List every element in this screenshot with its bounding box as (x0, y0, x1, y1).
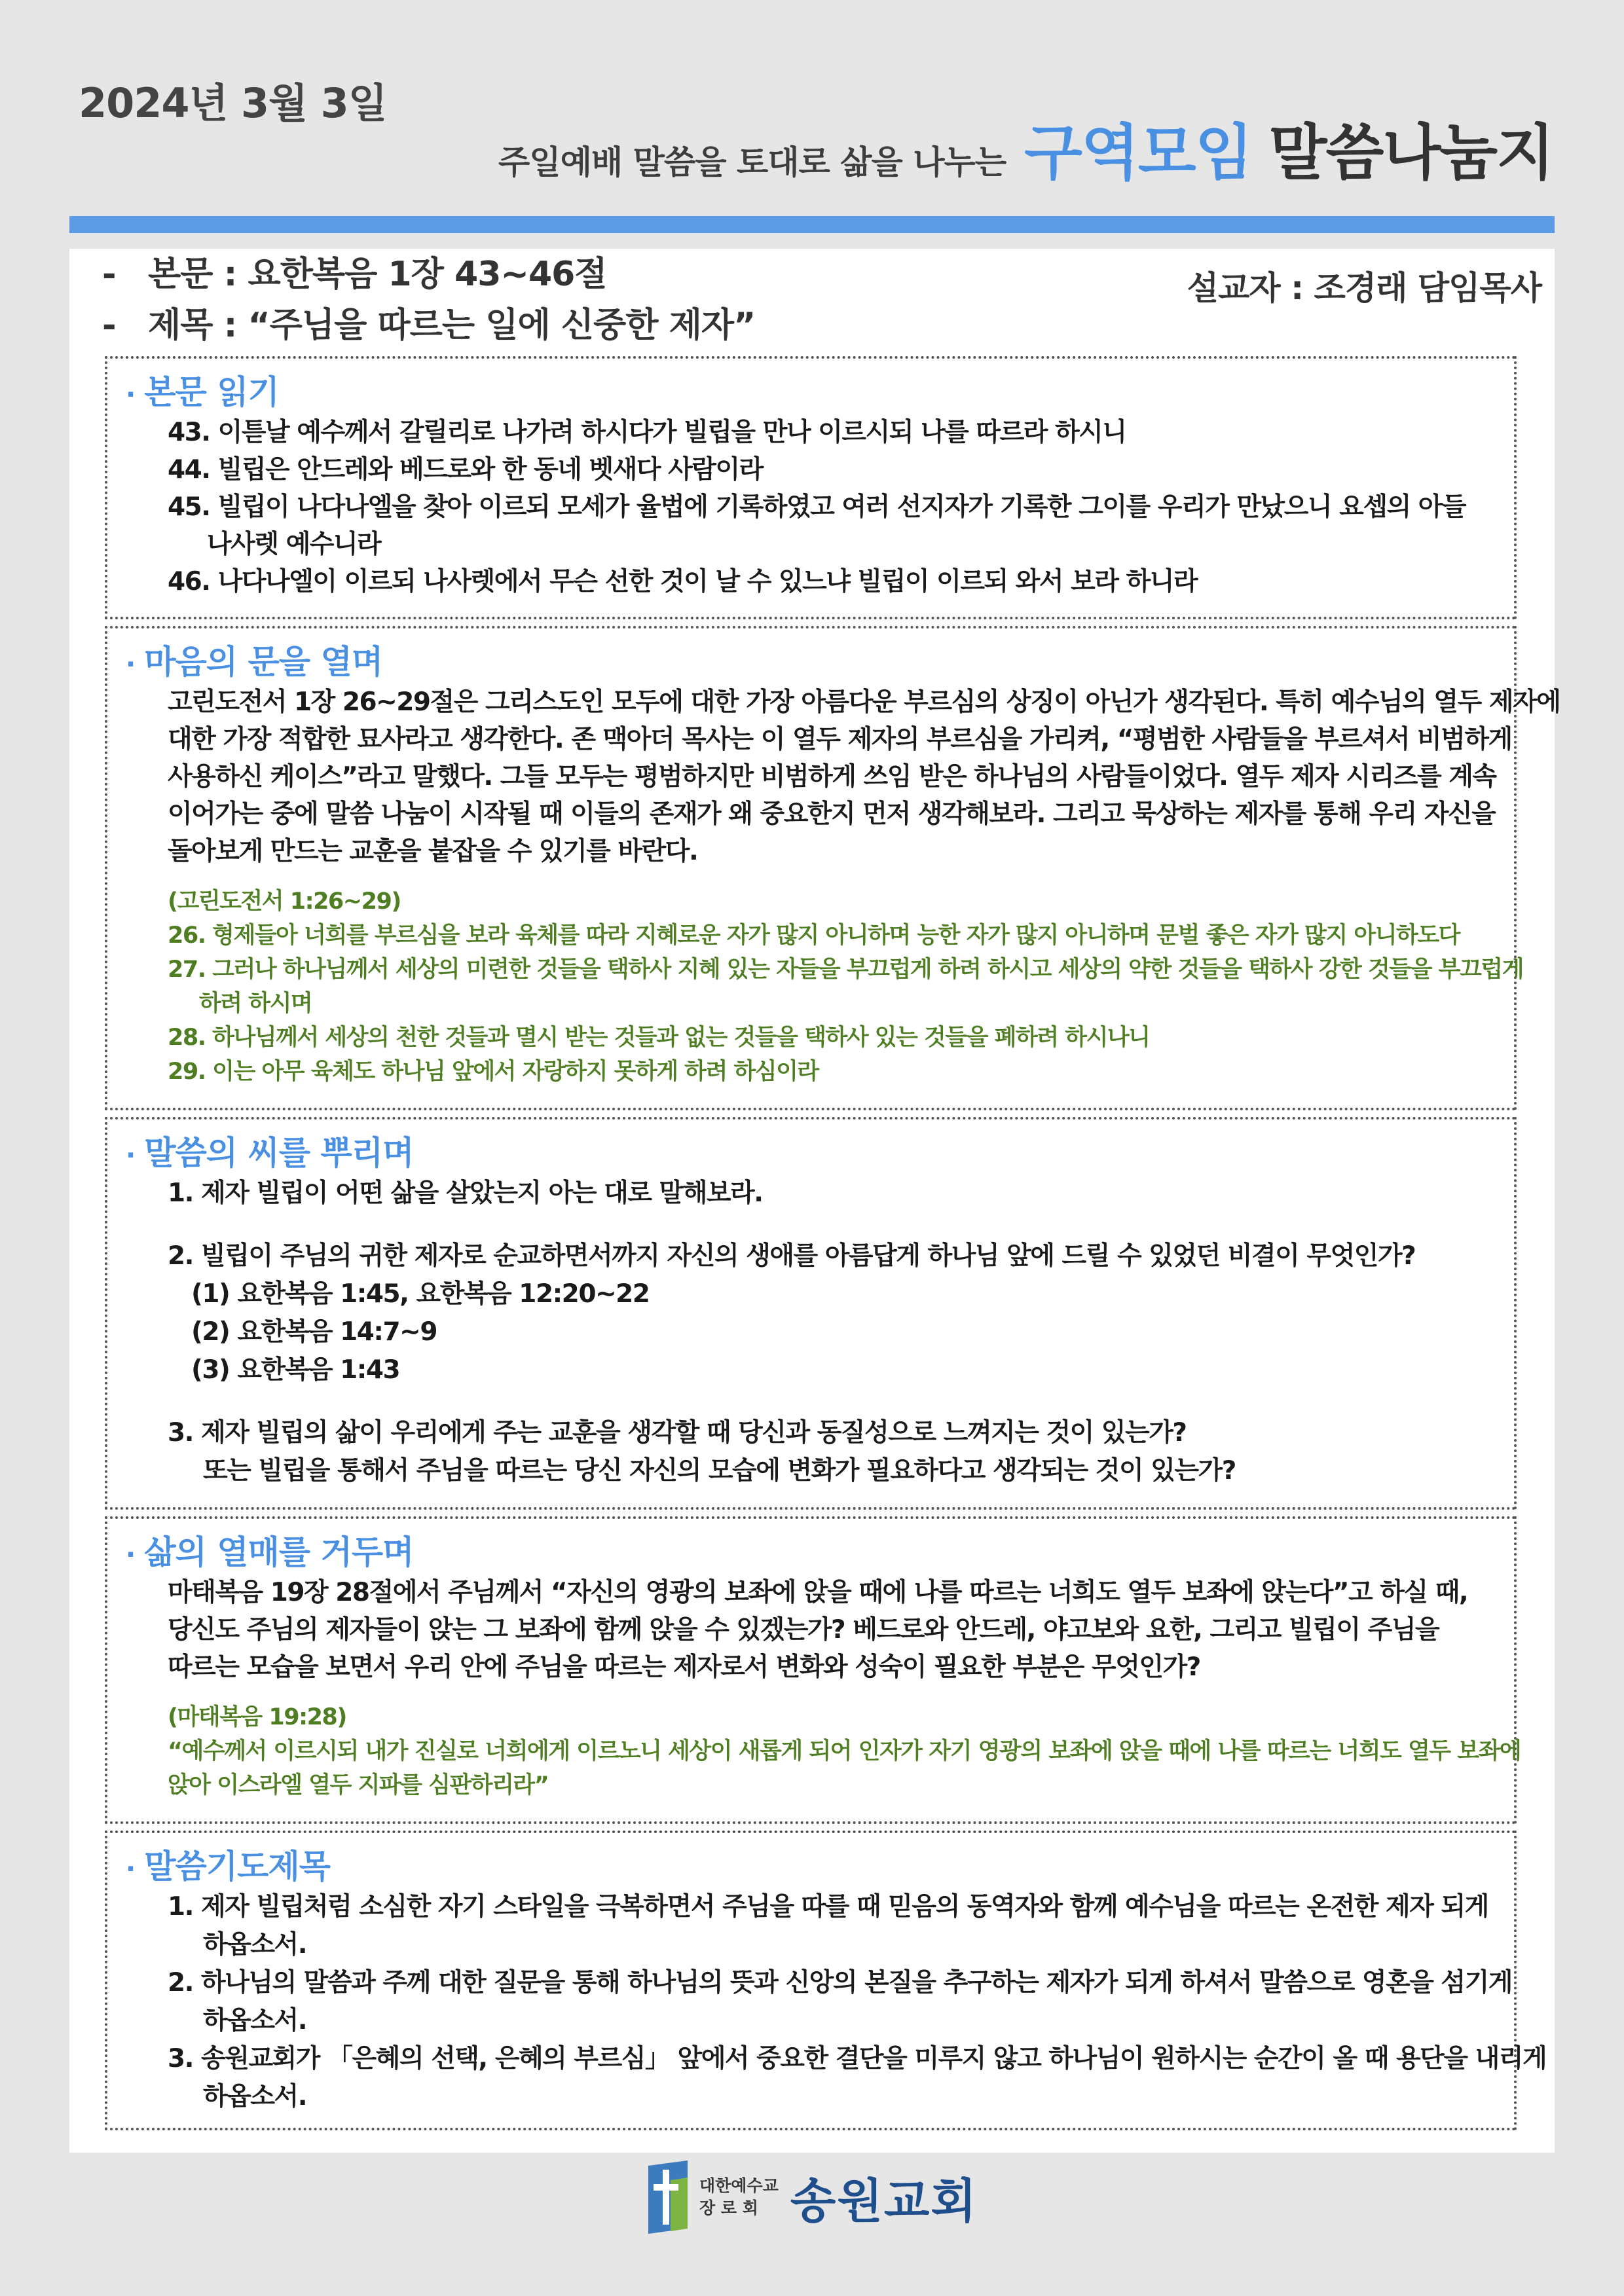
question-2-reference: (2) 요한복음 14:7~9 (191, 1317, 437, 1347)
paragraph-line: 돌아보게 만드는 교훈을 붙잡을 수 있기를 바란다. (168, 837, 698, 866)
header-title-dark: 말씀나눔지 (1268, 118, 1553, 188)
sermon-title-line (102, 300, 755, 351)
prayer-item: 1. 제자 빌립처럼 소심한 자기 스타일을 극복하면서 주님을 따를 때 믿음의 동역자와 함께 예수님을 따르는 온전한 제자 되게 (168, 1892, 1488, 1922)
section-title (126, 371, 1501, 414)
sermon-meta (102, 249, 755, 351)
section-title (126, 640, 1501, 683)
denomination-top: 대한예수교 (699, 2176, 779, 2195)
header-title-blue: 구역모임 (1024, 118, 1252, 188)
section-title (126, 1531, 1501, 1574)
bullet-icon: · (126, 1854, 136, 1884)
paragraph-line: 대한 가장 적합한 묘사라고 생각한다. 존 맥아더 목사는 이 열두 제자의 부르심을 가리켜, “평범한 사람들을 부르셔서 비범하게 (168, 725, 1512, 754)
paragraph-line: 이어가는 중에 말씀 나눔이 시작될 때 이들의 존재가 왜 중요한지 먼저 생각해보라. 그리고 묵상하는 제자를 통해 우리 자신을 (168, 799, 1496, 829)
question-3-continued: 또는 빌립을 통해서 주님을 따르는 당신 자신의 모습에 변화가 필요하다고 생각되는 것이 있는가? (203, 1456, 1236, 1485)
paragraph-line: 마태복음 19장 28절에서 주님께서 “자신의 영광의 보좌에 앉을 때에 나를 따르는 너희도 열두 보좌에 앉는다”고 하실 때, (168, 1578, 1468, 1607)
section-title-text: 말씀의 씨를 뿌리며 (144, 1134, 414, 1172)
preacher: 설교자 : 조경래 담임목사 (1187, 269, 1541, 307)
section-opening (105, 626, 1560, 1110)
passage: 본문 : 요한복음 1장 43~46절 (148, 255, 607, 294)
scripture-reference: (고린도전서 1:26~29) (168, 888, 401, 915)
section-seed (105, 1117, 1517, 1510)
dash-icon: - (102, 255, 116, 294)
scripture-verse: 26. 형제들아 너희를 부르심을 보라 육체를 따라 지혜로운 자가 많지 아니하며 능한 자가 많지 아니하며 문벌 좋은 자가 많지 아니하도다 (168, 922, 1460, 949)
section-title (126, 1845, 1501, 1888)
paragraph-line: 따르는 모습을 보면서 우리 안에 주님을 따르는 제자로서 변화와 성숙이 필요한 부분은 무엇인가? (168, 1652, 1200, 1682)
verse-line: 43. 이튿날 예수께서 갈릴리로 나가려 하시다가 빌립을 만나 이르시되 나를 따르라 하시니 (168, 418, 1126, 447)
section-title-text: 마음의 문을 열며 (144, 643, 383, 681)
denomination (699, 2175, 779, 2219)
question-2-reference: (3) 요한복음 1:43 (191, 1355, 400, 1385)
prayer-item-continued: 하옵소서. (203, 2082, 307, 2111)
prayer-item: 2. 하나님의 말씀과 주께 대한 질문을 통해 하나님의 뜻과 신앙의 본질을 추구하는 제자가 되게 하셔서 말씀으로 영혼을 섬기게 (168, 1968, 1512, 1997)
section-reading (105, 356, 1517, 619)
passage-line (102, 249, 755, 300)
paragraph-line: 고린도전서 1장 26~29절은 그리스도인 모두에 대한 가장 아름다운 부르심의 상징이 아닌가 생각된다. 특히 예수님의 열두 제자에 (168, 687, 1560, 717)
scripture-verse: 28. 하나님께서 세상의 천한 것들과 멸시 받는 것들과 없는 것들을 택하사 있는 것들을 폐하려 하시나니 (168, 1025, 1150, 1051)
denomination-bottom: 장 로 회 (699, 2198, 758, 2217)
sermon-title: 제목 : “주님을 따르는 일에 신중한 제자” (148, 306, 756, 345)
scripture-verse-continued: 하려 하시며 (199, 991, 312, 1017)
section-title-text: 말씀기도제목 (144, 1848, 331, 1886)
scripture-verse: 27. 그러나 하나님께서 세상의 미련한 것들을 택하사 지혜 있는 자들을 부끄럽게 하려 하시고 세상의 약한 것들을 택하사 강한 것들을 부끄럽게 (168, 957, 1523, 983)
bullet-icon: · (126, 380, 136, 410)
scripture-verse-continued: 앉아 이스라엘 열두 지파를 심판하리라” (168, 1772, 549, 1798)
dash-icon: - (102, 306, 116, 345)
cross-book-icon (648, 2160, 688, 2234)
prayer-item-continued: 하옵소서. (203, 2006, 307, 2035)
verse-line: 45. 빌립이 나다나엘을 찾아 이르되 모세가 율법에 기록하였고 여러 선지자가 기록한 그이를 우리가 만났으니 요셉의 아들 (168, 492, 1466, 522)
question-2: 2. 빌립이 주님의 귀한 제자로 순교하면서까지 자신의 생애를 아름답게 하나님 앞에 드릴 수 있었던 비결이 무엇인가? (168, 1241, 1416, 1271)
section-title (126, 1131, 1501, 1175)
paragraph-line: 당신도 주님의 제자들이 앉는 그 보좌에 함께 앉을 수 있겠는가? 베드로와 안드레, 야고보와 요한, 그리고 빌립이 주님을 (168, 1615, 1439, 1645)
bullet-icon: · (126, 649, 136, 680)
prayer-item: 3. 송원교회가 「은혜의 선택, 은혜의 부르심」 앞에서 중요한 결단을 미루지 않고 하나님이 원하시는 순간이 올 때 용단을 내리게 (168, 2044, 1547, 2073)
date: 2024년 3월 3일 (79, 79, 387, 127)
verse-line-continued: 나사렛 예수니라 (207, 530, 381, 559)
header-subtitle: 주일예배 말씀을 토대로 삶을 나누는 (498, 143, 1006, 181)
scripture-verse: “예수께서 이르시되 내가 진실로 너희에게 이르노니 세상이 새롭게 되어 인자가 자기 영광의 보좌에 앉을 때에 나를 따르는 너희도 열두 보좌에 (168, 1738, 1521, 1764)
church-logo (648, 2160, 978, 2234)
verse-line: 46. 나다나엘이 이르되 나사렛에서 무슨 선한 것이 날 수 있느냐 빌립이 이르되 와서 보라 하니라 (168, 567, 1198, 596)
paragraph-line: 사용하신 케이스”라고 말했다. 그들 모두는 평범하지만 비범하게 쓰임 받은 하나님의 사람들이었다. 열두 제자 시리즈를 계속 (168, 762, 1496, 792)
question-3: 3. 제자 빌립의 삶이 우리에게 주는 교훈을 생각할 때 당신과 동질성으로 느껴지는 것이 있는가? (168, 1418, 1187, 1448)
prayer-item-continued: 하옵소서. (203, 1930, 307, 1959)
section-title-text: 삶의 열매를 거두며 (144, 1533, 414, 1571)
paper (69, 249, 1560, 2153)
bullet-icon: · (126, 1540, 136, 1570)
section-fruit (105, 1516, 1521, 1824)
question-1: 1. 제자 빌립이 어떤 삶을 살았는지 아는 대로 말해보라. (168, 1178, 763, 1208)
question-2-reference: (1) 요한복음 1:45, 요한복음 12:20~22 (191, 1279, 650, 1309)
page-header (498, 105, 1553, 191)
verse-line: 44. 빌립은 안드레와 베드로와 한 동네 벳새다 사람이라 (168, 455, 763, 484)
section-prayer (105, 1831, 1547, 2130)
bullet-icon: · (126, 1140, 136, 1171)
church-name: 송원교회 (790, 2174, 978, 2229)
section-title-text: 본문 읽기 (144, 373, 279, 411)
header-divider-bar (69, 216, 1555, 233)
scripture-verse: 29. 이는 아무 육체도 하나님 앞에서 자랑하지 못하게 하려 하심이라 (168, 1059, 819, 1085)
scripture-reference: (마태복음 19:28) (168, 1704, 346, 1730)
